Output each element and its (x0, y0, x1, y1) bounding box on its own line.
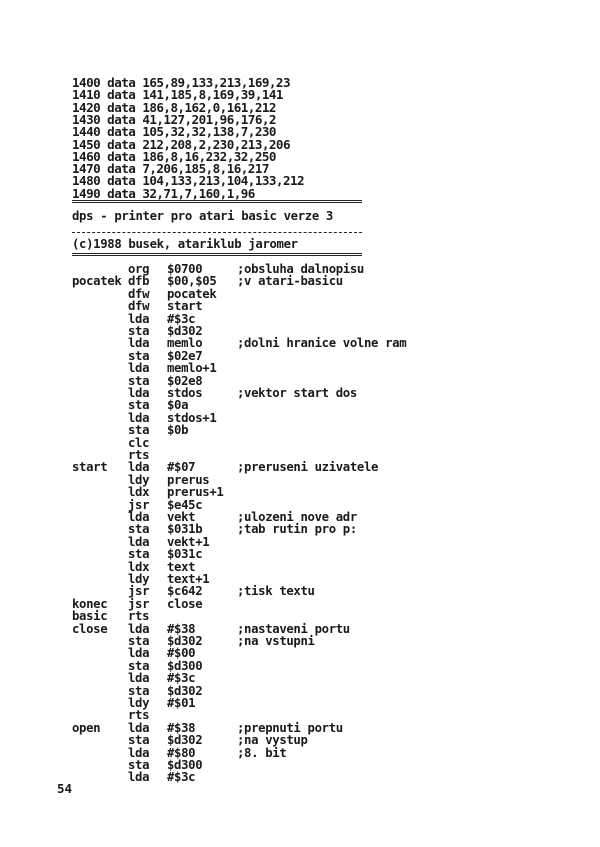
asm-opcode: dfw (128, 286, 150, 301)
asm-opcode: sta (128, 373, 150, 388)
asm-operand: $d302 (167, 733, 203, 748)
asm-operand: prerus+1 (167, 485, 224, 500)
asm-label: basic (72, 609, 108, 624)
asm-operand: #$80 (167, 745, 196, 760)
basic-data-line: 1490 data 32,71,7,160,1,96 (72, 185, 255, 201)
asm-opcode: lda (128, 646, 150, 661)
asm-opcode: jsr (128, 584, 150, 599)
asm-operand: $0a (167, 398, 189, 413)
asm-label: close (72, 621, 108, 636)
asm-operand: $02e7 (167, 348, 203, 363)
asm-opcode: lda (128, 745, 150, 760)
asm-operand: #$38 (167, 720, 196, 735)
asm-comment: ;tab rutin pro p: (237, 522, 357, 537)
asm-operand: #$01 (167, 696, 196, 710)
asm-opcode: sta (128, 658, 150, 673)
asm-opcode: sta (128, 683, 150, 698)
asm-operand: #$3c (167, 311, 196, 326)
asm-opcode: dfb (128, 274, 150, 289)
asm-comment: ;na vstupni (237, 634, 315, 648)
asm-opcode: sta (128, 634, 150, 648)
asm-opcode: ldx (128, 485, 150, 500)
asm-operand: $0b (167, 423, 189, 438)
asm-opcode: jsr (128, 596, 150, 611)
asm-operand: close (167, 596, 203, 611)
basic-data-line: 1430 data 41,127,201,96,176,2 (72, 111, 276, 127)
asm-operand: pocatek (167, 286, 217, 301)
asm-opcode: sta (128, 324, 150, 338)
asm-opcode: lda (128, 410, 150, 425)
asm-opcode: ldy (128, 696, 150, 710)
asm-opcode: rts (128, 708, 150, 723)
asm-opcode: sta (128, 398, 150, 413)
dashed-rule (72, 232, 362, 233)
asm-operand: $d300 (167, 758, 203, 772)
asm-operand: $d302 (167, 324, 203, 338)
asm-operand: prerus (167, 472, 210, 487)
asm-opcode: lda (128, 720, 150, 735)
asm-opcode: lda (128, 311, 150, 326)
asm-operand: memlo+1 (167, 361, 217, 376)
asm-operand: #$38 (167, 621, 196, 636)
asm-operand: $031b (167, 522, 203, 537)
asm-label: pocatek (72, 274, 122, 289)
asm-opcode: dfw (128, 299, 150, 314)
asm-operand: #$3c (167, 770, 196, 785)
copyright-line: (c)1988 busek, atariklub jaromer (72, 237, 298, 251)
asm-opcode: sta (128, 348, 150, 363)
asm-opcode: jsr (128, 497, 150, 512)
asm-label: konec (72, 596, 108, 611)
asm-comment: ;vektor start dos (237, 386, 357, 400)
asm-comment: ;v atari-basicu (237, 274, 343, 289)
asm-label: start (72, 460, 108, 475)
asm-operand: memlo (167, 336, 203, 351)
basic-data-line: 1420 data 186,8,162,0,161,212 (72, 99, 276, 115)
asm-comment: ;ulozeni nove adr (237, 510, 357, 524)
asm-opcode: sta (128, 423, 150, 438)
basic-data-line: 1460 data 186,8,16,232,32,250 (72, 148, 276, 164)
asm-operand: $c642 (167, 584, 203, 599)
basic-data-line: 1440 data 105,32,32,138,7,230 (72, 124, 276, 140)
asm-opcode: sta (128, 733, 150, 748)
asm-opcode: lda (128, 534, 150, 549)
asm-opcode: org (128, 262, 150, 276)
asm-operand: #$07 (167, 460, 196, 475)
asm-opcode: lda (128, 460, 150, 475)
asm-operand: #$3c (167, 671, 196, 686)
page-number: 54 (57, 781, 73, 796)
basic-data-line: 1400 data 165,89,133,213,169,23 (72, 75, 290, 90)
asm-operand: text (167, 559, 196, 574)
asm-opcode: rts (128, 609, 150, 624)
basic-data-line: 1470 data 7,206,185,8,16,217 (72, 161, 269, 177)
asm-opcode: lda (128, 386, 150, 400)
basic-data-line: 1450 data 212,208,2,230,213,206 (72, 136, 290, 152)
asm-comment: ;tisk textu (237, 584, 315, 599)
asm-opcode: lda (128, 671, 150, 686)
asm-opcode: lda (128, 770, 150, 785)
asm-comment: ;prepnuti portu (237, 720, 343, 735)
double-rule-top (72, 200, 362, 203)
asm-opcode: lda (128, 361, 150, 376)
asm-operand: vekt (167, 510, 196, 524)
asm-opcode: lda (128, 621, 150, 636)
asm-comment: ;8. bit (237, 745, 287, 760)
asm-label: open (72, 720, 101, 735)
asm-opcode: ldx (128, 559, 150, 574)
asm-opcode: sta (128, 758, 150, 772)
asm-opcode: ldy (128, 472, 150, 487)
asm-operand: stdos (167, 386, 203, 400)
asm-comment: ;na vystup (237, 733, 308, 748)
asm-operand: start (167, 299, 203, 314)
asm-opcode: sta (128, 522, 150, 537)
asm-opcode: sta (128, 547, 150, 562)
asm-opcode: rts (128, 448, 150, 462)
double-rule-bottom (72, 253, 362, 256)
asm-opcode: lda (128, 510, 150, 524)
asm-comment: ;preruseni uzivatele (237, 460, 379, 475)
asm-operand: $0700 (167, 262, 203, 276)
asm-operand: $e45c (167, 497, 203, 512)
asm-operand: text+1 (167, 572, 210, 586)
asm-comment: ;nastaveni portu (237, 621, 350, 636)
asm-operand: vekt+1 (167, 534, 210, 549)
basic-data-line: 1480 data 104,133,213,104,133,212 (72, 173, 305, 189)
asm-operand: $d302 (167, 683, 203, 698)
asm-operand: $00,$05 (167, 274, 217, 289)
asm-opcode: lda (128, 336, 150, 351)
asm-operand: $d302 (167, 634, 203, 648)
asm-opcode: clc (128, 435, 150, 450)
asm-comment: ;dolni hranice volne ram (237, 336, 407, 351)
asm-operand: $d300 (167, 658, 203, 673)
basic-data-line: 1410 data 141,185,8,169,39,141 (72, 87, 283, 103)
asm-operand: stdos+1 (167, 410, 217, 425)
asm-comment: ;obsluha dalnopisu (237, 262, 364, 276)
program-title: dps - printer pro atari basic verze 3 (72, 209, 333, 223)
asm-opcode: ldy (128, 572, 150, 586)
asm-operand: $02e8 (167, 373, 203, 388)
asm-operand: #$00 (167, 646, 196, 661)
asm-operand: $031c (167, 547, 203, 562)
